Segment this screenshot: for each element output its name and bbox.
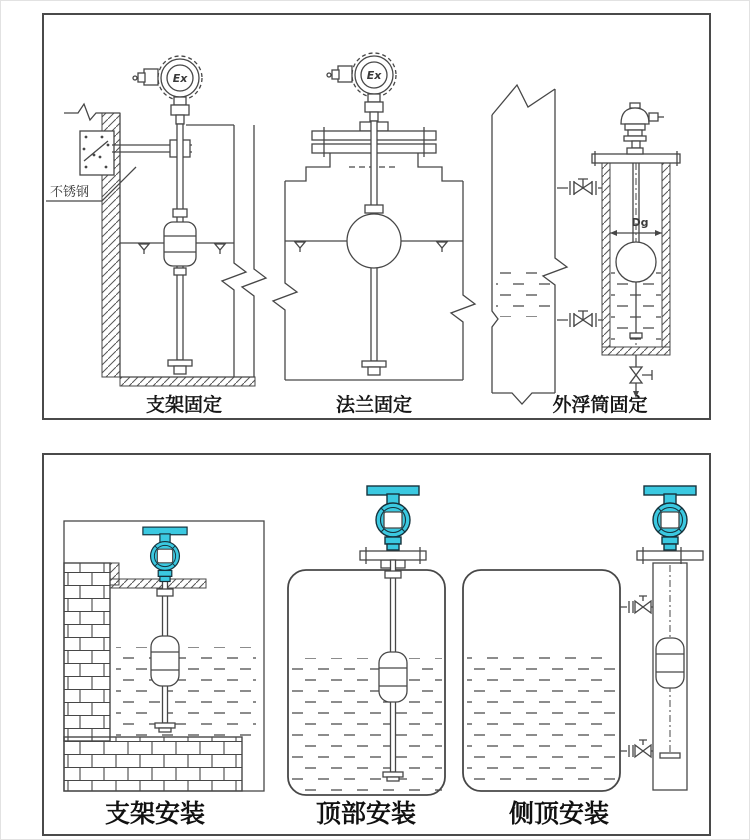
- figure-side-top-install: [463, 486, 703, 828]
- fixing-methods-panel: [42, 13, 711, 420]
- installation-methods-panel: [42, 453, 711, 836]
- ex-mark: Ex: [172, 72, 188, 85]
- caption-bracket-install: 支架安装: [104, 799, 206, 828]
- connection-valve-top-icon: [620, 596, 653, 613]
- figure-flange-fixing: [273, 53, 475, 416]
- stainless-steel-annotation: 不锈钢: [50, 185, 90, 200]
- transmitter-head-icon: [644, 486, 696, 550]
- figure-bracket-fixing: [46, 56, 266, 416]
- caption-float-chamber-fixing: 外浮筒固定: [552, 394, 648, 416]
- ex-mark: Ex: [366, 69, 382, 82]
- figure-bracket-install: [64, 521, 264, 828]
- connection-valve-bottom-icon: [620, 740, 653, 757]
- drain-valve-icon: [630, 355, 652, 398]
- caption-side-top-install: 侧顶安装: [508, 799, 610, 828]
- chamber-transmitter-icon: [621, 103, 664, 154]
- caption-top-install: 顶部安装: [315, 799, 417, 828]
- float-icon: [656, 638, 684, 688]
- figure-float-chamber-fixing: [492, 85, 680, 416]
- transmitter-head-icon: [143, 527, 187, 581]
- installation-methods-drawing: [44, 455, 709, 834]
- caption-bracket-fixing: 支架固定: [145, 394, 223, 416]
- transmitter-head-icon: [367, 486, 419, 550]
- water-level-icon: [215, 244, 225, 254]
- water-level-icon: [139, 244, 149, 254]
- float-icon: [151, 636, 179, 686]
- ex-transmitter-head-icon: [327, 53, 396, 121]
- dg-dimension-label: Dg: [631, 216, 649, 229]
- isolation-valve-top-icon: [557, 179, 602, 195]
- water-level-icon: [437, 242, 447, 252]
- caption-flange-fixing: 法兰固定: [335, 394, 413, 416]
- isolation-valve-bottom-icon: [557, 311, 602, 327]
- float-icon: [379, 652, 407, 702]
- figure-top-install: [288, 486, 445, 828]
- ex-transmitter-head-icon: [133, 56, 202, 124]
- fixing-methods-drawing: [44, 15, 709, 418]
- water-level-icon: [295, 242, 305, 252]
